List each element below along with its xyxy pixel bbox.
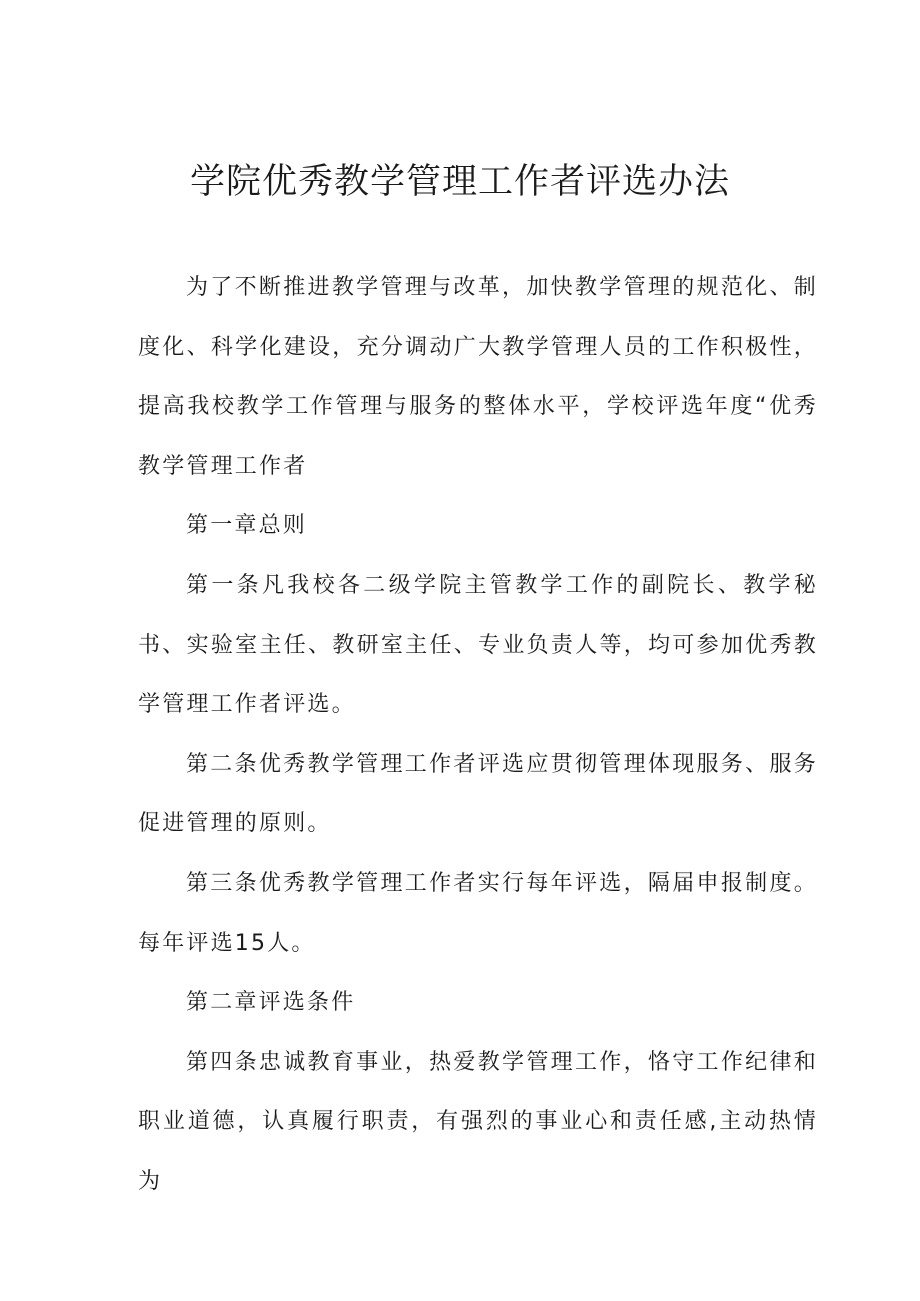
article-4: 第四条忠诚教育事业，热爱教学管理工作，恪守工作纪律和职业道德，认真履行职责，有强烈的事业心和责任感,主动热情为: [138, 1049, 818, 1194]
article-1: 第一条凡我校各二级学院主管教学工作的副院长、教学秘书、实验室主任、教研室主任、专业负责人等，均可参加优秀教学管理工作者评选。: [138, 572, 818, 718]
document-body: [138, 258, 818, 1212]
chapter-heading-criteria: 第二章评选条件: [186, 990, 356, 1016]
chapter-heading-general: 第一章总则: [186, 513, 308, 539]
article-2: 第二条优秀教学管理工作者评选应贯彻管理体现服务、服务促进管理的原则。: [138, 751, 818, 837]
paragraph-intro: 为了不断推进教学管理与改革，加快教学管理的规范化、制度化、科学化建设，充分调动广大教学管理人员的工作积极性，提高我校教学工作管理与服务的整体水平，学校评选年度“优秀教学管理工作者: [138, 275, 818, 479]
article-3: 第三条优秀教学管理工作者实行每年评选，隔届申报制度。每年评选15人。: [138, 870, 818, 956]
document-title: 学院优秀教学管理工作者评选办法: [189, 162, 730, 202]
